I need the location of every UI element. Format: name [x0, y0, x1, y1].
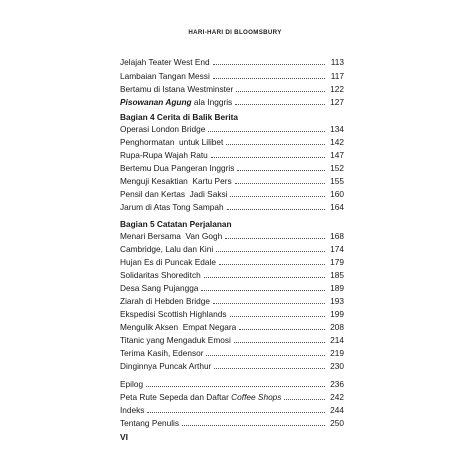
entry-title: Terima Kasih, Edensor: [120, 348, 204, 358]
entry-title: Titanic yang Mengaduk Emosi: [120, 335, 231, 345]
entry-page: 117: [330, 71, 344, 81]
dot-leader: [234, 341, 325, 343]
toc-entry: [120, 148, 344, 160]
toc-entry: [120, 320, 344, 332]
entry-title: Penghormatan untuk Lilibet: [120, 137, 224, 147]
entry-page: 134: [330, 124, 344, 134]
toc-entry: [120, 307, 344, 319]
dot-leader: [237, 169, 325, 171]
toc-entry: [120, 55, 344, 67]
entry-page: 147: [330, 150, 344, 160]
entry-title: Bertamu di Istana Westminster: [120, 84, 234, 94]
entry-title: Jarum di Atas Tong Sampah: [120, 202, 224, 212]
entry-title: Operasi London Bridge: [120, 124, 206, 134]
dot-leader: [147, 411, 325, 413]
entry-title: Tentang Penulis: [120, 418, 180, 428]
entry-page: 189: [330, 283, 344, 293]
entry-page: 155: [330, 176, 344, 186]
entry-title: Epilog: [120, 379, 144, 389]
dot-leader: [226, 143, 325, 145]
toc-entry: [120, 242, 344, 254]
toc-entry: [120, 281, 344, 293]
toc-entry: [120, 403, 344, 415]
section-heading: Bagian 4 Cerita di Balik Berita: [120, 112, 239, 122]
entry-title: Indeks: [120, 405, 145, 415]
entry-page: 160: [330, 189, 344, 199]
toc-entry: [120, 95, 344, 107]
entry-page: 214: [330, 335, 344, 345]
entry-page: 244: [330, 405, 344, 415]
entry-page: 199: [330, 309, 344, 319]
toc-entry: [120, 187, 344, 199]
entry-page: 142: [330, 137, 344, 147]
entry-title: Ekspedisi Scottish Highlands: [120, 309, 227, 319]
dot-leader: [225, 237, 325, 239]
dot-leader: [213, 77, 325, 79]
entry-page: 219: [330, 348, 344, 358]
dot-leader: [204, 276, 325, 278]
entry-title-rest: ala Inggris: [191, 97, 233, 107]
entry-page: 164: [330, 202, 344, 212]
dot-leader: [227, 208, 325, 210]
entry-title: Solidaritas Shoreditch: [120, 270, 201, 280]
dot-leader: [182, 424, 325, 426]
dot-leader: [235, 182, 325, 184]
entry-title: Jelajah Teater West End: [120, 57, 210, 67]
toc-entry: [120, 122, 344, 134]
entry-page: 113: [330, 57, 344, 67]
entry-title: Desa Sang Pujangga: [120, 283, 199, 293]
toc-entry: [120, 174, 344, 186]
dot-leader: [230, 315, 325, 317]
entry-title: Bertemu Dua Pangeran Inggris: [120, 163, 235, 173]
entry-page: 185: [330, 270, 344, 280]
entry-page: 122: [330, 84, 344, 94]
toc-entry: [120, 390, 344, 402]
dot-leader: [219, 263, 325, 265]
toc-entry: [120, 255, 344, 267]
dot-leader: [211, 156, 325, 158]
toc-entry: [120, 416, 344, 428]
dot-leader: [284, 398, 325, 400]
entry-page: 193: [330, 296, 344, 306]
entry-page: 174: [330, 244, 344, 254]
toc-entry: [120, 69, 344, 81]
entry-page: 236: [330, 379, 344, 389]
entry-title: [120, 392, 281, 402]
running-head: HARI-HARI DI BLOOMSBURY: [188, 29, 282, 36]
toc-entry: [120, 268, 344, 280]
entry-title: Menguji Kesaktian Kartu Pers: [120, 176, 232, 186]
toc-entry: [120, 135, 344, 147]
entry-title-italic: Coffee Shops: [231, 392, 282, 402]
entry-title-pre: Peta Rute Sepeda dan Daftar: [120, 392, 232, 402]
dot-leader: [146, 385, 325, 387]
toc-entry: [120, 294, 344, 306]
toc-entry: [120, 359, 344, 371]
toc-entry: [120, 377, 344, 389]
toc-entry: [120, 161, 344, 173]
dot-leader: [235, 103, 325, 105]
entry-page: 250: [330, 418, 344, 428]
entry-title: Mengulik Aksen Empat Negara: [120, 322, 237, 332]
toc-entry: [120, 229, 344, 241]
entry-page: 152: [330, 163, 344, 173]
page-number: VI: [120, 432, 129, 442]
entry-page: 179: [330, 257, 344, 267]
entry-title: Menari Bersama Van Gogh: [120, 231, 223, 241]
entry-title: [120, 97, 232, 107]
dot-leader: [214, 367, 325, 369]
entry-title: Pensil dan Kertas Jadi Saksi: [120, 189, 228, 199]
entry-title-italic: Pisowanan Agung: [120, 97, 192, 107]
dot-leader: [213, 302, 325, 304]
dot-leader: [216, 250, 325, 252]
toc-entry: [120, 333, 344, 345]
section-heading: Bagian 5 Catatan Perjalanan: [120, 219, 232, 229]
dot-leader: [206, 354, 325, 356]
entry-title: Dinginnya Puncak Arthur: [120, 361, 212, 371]
entry-page: 127: [330, 97, 344, 107]
dot-leader: [239, 328, 325, 330]
dot-leader: [213, 63, 325, 65]
entry-page: 208: [330, 322, 344, 332]
dot-leader: [201, 289, 325, 291]
entry-page: 168: [330, 231, 344, 241]
entry-title: Hujan Es di Puncak Edale: [120, 257, 216, 267]
entry-title: Cambridge, Lalu dan Kini: [120, 244, 214, 254]
dot-leader: [208, 130, 325, 132]
entry-title: Rupa-Rupa Wajah Ratu: [120, 150, 208, 160]
entry-page: 242: [330, 392, 344, 402]
entry-page: 230: [330, 361, 344, 371]
entry-title: Ziarah di Hebden Bridge: [120, 296, 210, 306]
entry-title: Lambaian Tangan Messi: [120, 71, 210, 81]
dot-leader: [236, 90, 325, 92]
toc-entry: [120, 82, 344, 94]
dot-leader: [230, 195, 325, 197]
toc-entry: [120, 200, 344, 212]
toc-entry: [120, 346, 344, 358]
